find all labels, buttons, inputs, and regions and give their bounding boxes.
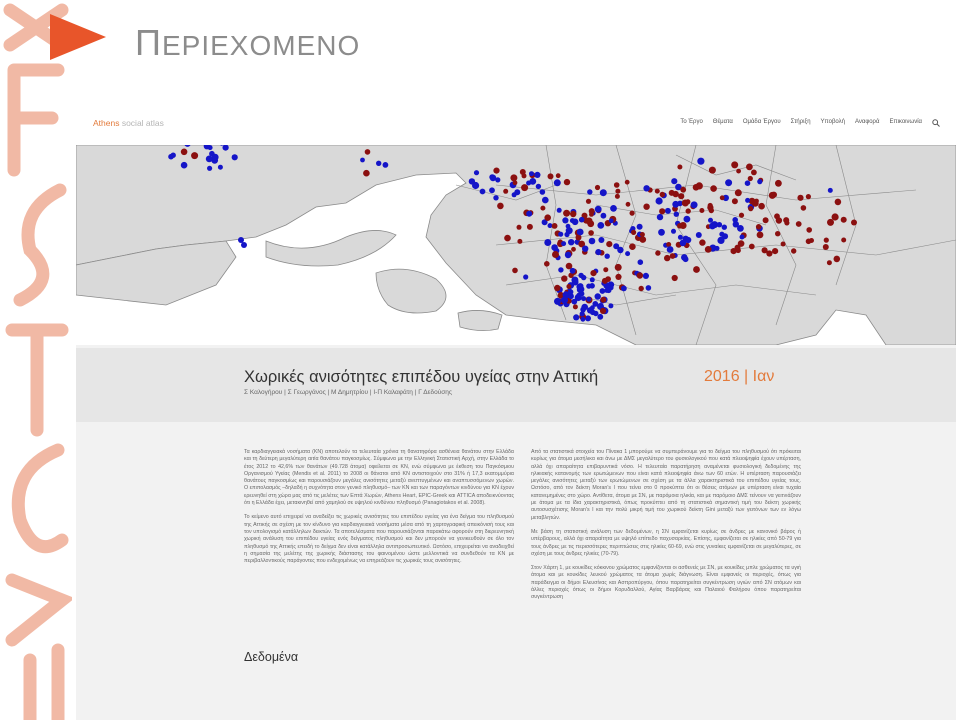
map-point bbox=[542, 197, 549, 204]
map-point bbox=[212, 154, 219, 161]
map-point bbox=[529, 171, 534, 176]
map-point bbox=[536, 184, 541, 189]
map-point bbox=[561, 297, 568, 304]
map-point bbox=[824, 238, 829, 243]
paragraph: Στον Χάρτη 1, με κουκίδες κόκκινου χρώματος εμφανίζονται οι ασθενείς με ΣΝ, με κουκίδες μπλε χρώματος τα υγιή άτομα και με κουκίδες λευκού χρώματος τα άτομα χωρίς διάγνωση. Είναι εμφανείς οι περιοχές, όπως για παράδειγμα οι δήμοι Ελευσίνας και Ασπροπύργου, όπου παρατηρείται συγκέντρωση υγιών από ΣΝ ατόμων και άλλες περιοχές όπως οι δήμοι Κορυδαλλού, Αγίας Βαρβάρας και Παλαιού Φαλήρου όπου παρατηρείται συγκέντρωση bbox=[531, 565, 801, 601]
map-point bbox=[493, 195, 498, 200]
map-point bbox=[781, 242, 786, 247]
map-point bbox=[736, 169, 741, 174]
map-point bbox=[659, 208, 665, 214]
attica-map-svg bbox=[76, 145, 956, 345]
map-point bbox=[489, 187, 495, 193]
map-point bbox=[693, 266, 700, 273]
map-point bbox=[720, 195, 725, 200]
map-point bbox=[615, 264, 622, 271]
website-screenshot bbox=[76, 103, 956, 720]
map-point bbox=[581, 275, 586, 280]
map-point bbox=[561, 275, 567, 281]
map-point bbox=[586, 297, 591, 302]
nav-item-project[interactable]: Το Έργο bbox=[680, 119, 703, 125]
map-point bbox=[480, 189, 486, 195]
map-point bbox=[589, 212, 594, 217]
map-point bbox=[823, 244, 829, 250]
map-point bbox=[562, 217, 568, 223]
map-point bbox=[629, 243, 636, 250]
map-point bbox=[796, 221, 802, 227]
map-point bbox=[625, 251, 630, 256]
map-point bbox=[609, 218, 614, 223]
map-point bbox=[754, 199, 759, 204]
slide-title-initial: Π bbox=[135, 22, 162, 63]
map-point bbox=[783, 217, 789, 223]
map-point bbox=[571, 299, 577, 305]
map-point bbox=[565, 252, 572, 259]
map-point bbox=[589, 283, 595, 289]
map-point bbox=[218, 165, 223, 170]
attica-map[interactable] bbox=[76, 145, 956, 345]
map-point bbox=[841, 238, 846, 243]
article-column-right bbox=[531, 449, 801, 609]
map-point bbox=[771, 192, 777, 198]
map-point bbox=[573, 314, 579, 320]
map-point bbox=[365, 149, 371, 155]
map-point bbox=[725, 179, 732, 186]
map-point bbox=[514, 189, 520, 195]
map-point bbox=[697, 158, 704, 165]
map-point bbox=[517, 225, 522, 230]
map-point bbox=[717, 237, 724, 244]
map-point bbox=[665, 208, 671, 214]
nav-item-submit[interactable]: Υποβολή bbox=[820, 119, 845, 125]
map-point bbox=[181, 149, 188, 156]
map-point bbox=[614, 182, 620, 188]
map-point bbox=[573, 304, 578, 309]
map-point bbox=[655, 250, 660, 255]
map-point bbox=[181, 162, 188, 169]
article-authors: Σ Καλογήρου | Σ Γεωργάνος | Μ Δημητρίου | Ι-Π Καλαφάτη | Γ Δεδούσης bbox=[244, 389, 453, 396]
map-point bbox=[732, 217, 738, 223]
site-nav bbox=[680, 119, 940, 127]
map-point bbox=[363, 170, 370, 177]
map-point bbox=[534, 172, 540, 178]
map-point bbox=[834, 256, 841, 263]
map-point bbox=[715, 246, 720, 251]
map-point bbox=[191, 152, 198, 159]
map-point bbox=[699, 239, 705, 245]
map-point bbox=[241, 242, 247, 248]
map-point bbox=[527, 224, 533, 230]
map-point bbox=[558, 232, 563, 237]
map-point bbox=[772, 248, 778, 254]
map-point bbox=[827, 219, 834, 226]
logo-rest: social atlas bbox=[119, 118, 164, 128]
map-point bbox=[757, 179, 762, 184]
map-point bbox=[548, 173, 554, 179]
map-point bbox=[708, 203, 713, 208]
map-point bbox=[586, 199, 591, 204]
map-point bbox=[737, 225, 744, 232]
map-point bbox=[637, 224, 643, 230]
map-point bbox=[638, 259, 644, 265]
map-point bbox=[673, 191, 679, 197]
map-point bbox=[643, 204, 649, 210]
map-point bbox=[709, 223, 716, 230]
map-point bbox=[705, 246, 712, 253]
map-point bbox=[588, 230, 594, 236]
map-point bbox=[671, 178, 677, 184]
map-point bbox=[801, 205, 807, 211]
paragraph: Με βάση τη στατιστική ανάλυση των δεδομένων, η ΣΝ εμφανίζεται κυρίως σε άνδρες με κανονικό βάρος ή υπέρβαρους, αλλά όχι απαραίτητα με υψηλό επίπεδο παχυσαρκίας. Επίσης, εμφανίζεται σε ηλικίες από 50-79 για τους άνδρες με τις περισσότερες περιπτώσεις στις ηλικίες 60-69, ενώ στις γυναίκες εμφανίζεται σε μεγαλύτερες, σε σχέση με τους άνδρες ηλικίες (70-79). bbox=[531, 528, 801, 557]
map-point bbox=[590, 270, 596, 276]
map-point bbox=[566, 227, 573, 234]
map-point bbox=[576, 235, 582, 241]
map-point bbox=[672, 201, 679, 208]
map-point bbox=[606, 241, 612, 247]
map-point bbox=[751, 170, 757, 176]
map-point bbox=[806, 227, 812, 233]
map-point bbox=[791, 248, 796, 253]
decorative-strip bbox=[0, 0, 72, 720]
nav-item-team[interactable]: Ομάδα Έργου bbox=[742, 119, 781, 125]
map-point bbox=[544, 214, 551, 221]
map-point bbox=[722, 225, 727, 230]
map-point bbox=[657, 214, 663, 220]
paragraph: Από τα στατιστικά στοιχεία του Πίνακα 1 μπορούμε να συμπεράνουμε για το δείγμα του πληθυσμού ότι πρόκειται κυρίως για άτομα μεσήλικα και άνω με ΔΜΣ μεγαλύτερο του φυσιολογικού που κατά πλειοψηφία έχουν υπέρταση, αλλά όχι απαραίτητα επιβαρυντικά νόσο. Η τελευταία παρατήρηση αναμένεται φυσιολογική δεδομένης της ηλικιακής κατανομής των ερωτώμενων που είναι κατά πλειοψηφία άνω των 60 ετών. Η υπέρταση παρουσιάζει μεγάλες ανισότητες μεταξύ των ερωτώμενων σε σχέση με τα άλλα χαρακτηριστικά του επιπέδου υγείας τους. Ωστόσο, από τον δείκτη Moran's I που τείνει στο 0 προκύπτει ότι οι θέσεις ατόμων με υπέρταση είναι τυχαία κατανεμημένες στο χώρο. Αντίθετα, άτομα με ΣΝ, με παρόμοια ηλικία, και με παρόμοιο ΔΜΣ τείνουν να γειτνιάζουν με άτομα με τα ίδια χαρακτηριστικά, όπως προκύπτει από τη στατιστικά σημαντική τιμή του δείκτη χωρικής αυτοσυσχέτισης Moran's I και την πολύ μικρή τιμή του χωρικού δείκτη Gini μεταξύ των γειτόνων των εν λόγω μεταβλητών. bbox=[531, 449, 801, 521]
map-point bbox=[735, 189, 742, 196]
map-point bbox=[827, 260, 832, 265]
map-point bbox=[756, 224, 762, 230]
map-point bbox=[775, 231, 780, 236]
map-point bbox=[581, 296, 586, 301]
map-point bbox=[605, 254, 610, 259]
map-point bbox=[522, 173, 527, 178]
map-point bbox=[168, 154, 174, 160]
article-header bbox=[76, 348, 956, 422]
map-point bbox=[655, 189, 660, 194]
logo-brand: Athens bbox=[93, 118, 120, 128]
map-point bbox=[660, 192, 665, 197]
map-point bbox=[626, 202, 631, 207]
map-point bbox=[835, 199, 842, 206]
slide-title bbox=[135, 22, 360, 64]
map-point bbox=[674, 212, 679, 217]
map-point bbox=[504, 235, 511, 242]
map-point bbox=[609, 285, 614, 290]
map-point bbox=[677, 223, 683, 229]
map-point bbox=[544, 261, 550, 267]
map-point bbox=[572, 219, 579, 226]
map-point bbox=[758, 203, 765, 210]
map-point bbox=[797, 195, 803, 201]
map-point bbox=[208, 145, 213, 150]
map-point bbox=[739, 213, 744, 218]
nav-item-support[interactable]: Στήριξη bbox=[790, 119, 811, 125]
map-point bbox=[670, 253, 676, 259]
map-point bbox=[589, 238, 596, 245]
map-point bbox=[512, 268, 518, 274]
article-title: Χωρικές ανισότητες επιπέδου υγείας στην Αττική bbox=[244, 368, 599, 386]
map-point bbox=[383, 162, 389, 168]
map-point bbox=[699, 208, 704, 213]
map-point bbox=[684, 216, 691, 223]
map-point bbox=[238, 237, 244, 243]
map-point bbox=[656, 197, 663, 204]
map-point bbox=[570, 211, 576, 217]
map-point bbox=[646, 285, 652, 291]
map-point bbox=[579, 217, 585, 223]
map-point bbox=[640, 236, 647, 243]
map-point bbox=[601, 213, 607, 219]
map-point bbox=[719, 232, 724, 237]
map-point bbox=[523, 274, 528, 279]
map-point bbox=[597, 222, 604, 229]
map-point bbox=[757, 232, 764, 239]
nav-item-contact[interactable]: Επικοινωνία bbox=[889, 119, 922, 125]
map-point bbox=[748, 176, 753, 181]
map-point bbox=[590, 305, 595, 310]
search-icon[interactable] bbox=[932, 119, 940, 127]
map-point bbox=[681, 254, 688, 261]
article-column-left bbox=[244, 449, 514, 572]
map-point bbox=[691, 201, 698, 208]
map-point bbox=[590, 277, 595, 282]
map-point bbox=[746, 164, 753, 171]
map-point bbox=[564, 179, 570, 185]
map-point bbox=[672, 275, 678, 281]
decorative-glyphs bbox=[0, 0, 72, 720]
map-point bbox=[851, 220, 857, 226]
map-point bbox=[775, 180, 782, 187]
map-point bbox=[621, 286, 627, 292]
map-point bbox=[557, 208, 562, 213]
map-point bbox=[600, 189, 607, 196]
slide-title-rest: ΕΡΙΕΧΟΜΕΝΟ bbox=[162, 30, 361, 61]
map-point bbox=[554, 298, 561, 305]
map-point bbox=[503, 189, 508, 194]
map-point bbox=[232, 154, 238, 160]
map-point bbox=[630, 211, 635, 216]
map-point bbox=[717, 222, 722, 227]
map-point bbox=[587, 189, 592, 194]
map-point bbox=[568, 289, 574, 295]
map-point bbox=[576, 284, 582, 290]
map-point bbox=[745, 180, 751, 186]
map-point bbox=[597, 314, 603, 320]
map-point bbox=[762, 247, 768, 253]
map-point bbox=[658, 229, 665, 236]
map-point bbox=[732, 198, 738, 204]
map-point bbox=[360, 158, 365, 163]
map-point bbox=[631, 230, 636, 235]
map-point bbox=[474, 170, 479, 175]
map-point bbox=[593, 311, 598, 316]
map-point bbox=[551, 244, 558, 251]
map-point bbox=[552, 223, 558, 229]
map-point bbox=[552, 251, 559, 258]
map-point bbox=[595, 206, 602, 213]
map-point bbox=[497, 203, 504, 210]
map-point bbox=[517, 239, 522, 244]
map-point bbox=[643, 185, 649, 191]
map-point bbox=[745, 198, 750, 203]
map-point bbox=[558, 267, 563, 272]
map-point bbox=[748, 206, 753, 211]
map-point bbox=[600, 308, 606, 314]
section-heading-data: Δεδομένα bbox=[244, 650, 299, 664]
map-point bbox=[595, 185, 600, 190]
map-point bbox=[806, 194, 811, 199]
map-point bbox=[696, 182, 703, 189]
map-point bbox=[563, 210, 570, 217]
map-point bbox=[677, 165, 682, 170]
map-point bbox=[709, 167, 716, 174]
map-point bbox=[207, 166, 212, 171]
nav-item-topics[interactable]: Θέματα bbox=[712, 119, 733, 125]
map-point bbox=[832, 213, 839, 220]
map-point bbox=[571, 247, 576, 252]
map-point bbox=[595, 293, 601, 299]
site-logo[interactable] bbox=[93, 118, 164, 128]
paragraph: Το κείμενο αυτό επιχειρεί να αναδείξει τις χωρικές ανισότητες του επιπέδου υγείας για ένα δείγμα του πληθυσμού της Αττικής σε σχέση με τον κίνδυνο για καρδιαγγειακά νοσήματα μέσα από τη χαρτογραφική απεικόνισή τους και τον υπολογισμό κατάλληλων δεικτών. Τα αποτελέσματα που παρουσιάζονται παρακάτω αφορούν στη διερευνητική χωρική ανάλυση του επιπέδου υγείας ενός δείγματος πληθυσμού και δεν μπορούν να γενικευθούν σε όλο τον πληθυσμό της Αττικής επειδή το δείγμα δεν είναι κατάλληλα αντιπροσωπευτικό. Ωστόσο, επιχειρείται να αναδειχθεί η σημασία της μελέτης της χωρικής διάστασης του φαινομένου ώστε μελλοντικά να συνδεθούν τα ΚΝ με περιβαλλοντικούς παράγοντες που ενδεχομένως να επηρεάζουν τις χωρικές τους ανισότητες. bbox=[244, 514, 514, 565]
map-point bbox=[598, 237, 604, 243]
map-point bbox=[749, 244, 755, 250]
map-point bbox=[526, 211, 532, 217]
map-point bbox=[617, 247, 623, 253]
map-point bbox=[490, 175, 497, 182]
map-point bbox=[608, 303, 613, 308]
map-point bbox=[540, 189, 546, 195]
map-point bbox=[615, 189, 620, 194]
map-point bbox=[710, 185, 717, 192]
map-point bbox=[540, 206, 545, 211]
map-point bbox=[600, 288, 606, 294]
map-point bbox=[680, 187, 686, 193]
map-point bbox=[206, 156, 213, 163]
map-point bbox=[637, 272, 643, 278]
arrow-icon bbox=[50, 14, 106, 60]
map-point bbox=[671, 229, 676, 234]
map-point bbox=[554, 285, 560, 291]
map-point bbox=[639, 286, 644, 291]
map-point bbox=[625, 180, 630, 185]
map-point bbox=[493, 168, 499, 174]
map-point bbox=[828, 188, 833, 193]
map-point bbox=[568, 239, 574, 245]
map-point bbox=[696, 232, 702, 238]
map-point bbox=[841, 217, 847, 223]
map-point bbox=[708, 218, 713, 223]
map-point bbox=[595, 249, 601, 255]
map-point bbox=[664, 255, 670, 261]
map-point bbox=[680, 240, 687, 247]
map-point bbox=[763, 217, 769, 223]
article-date: 2016 | Ιαν bbox=[704, 368, 775, 385]
map-point bbox=[603, 267, 608, 272]
map-point bbox=[581, 317, 586, 322]
map-point bbox=[667, 246, 674, 253]
map-point bbox=[554, 179, 561, 186]
map-point bbox=[600, 297, 606, 303]
map-point bbox=[731, 248, 737, 254]
map-point bbox=[577, 229, 584, 236]
map-point bbox=[640, 232, 645, 237]
map-point bbox=[582, 246, 588, 252]
paragraph: Τα καρδιαγγειακά νοσήματα (ΚΝ) αποτελούν τα τελευταία χρόνια τη θανατηφόρα ασθένεια θανάτου στην Ελλάδα και τη δεύτερη μεγαλύτερη αιτία θανάτου παγκοσμίως. Σύμφωνα με την Ελληνική Στατιστική Αρχή, στην Ελλάδα το έτος 2012 το 42,6% των θανάτων (49.728 άτομα) οφείλεται σε ΚΝ, ενώ σύμφωνα με έκθεση του Παγκόσμιου Οργανισμού Υγείας (Mendis et al. 2011) το 2008 οι θάνατοι από ΚΝ αντιστοιχούν στο 31% ή 17,3 εκατομμύρια θανάτους παγκοσμίως και παρουσιάζουν μεγάλες ανισότητες μεταξύ ανεπτυγμένων και αναπτυσσόμενων χωρών. Ο επιπολασμός –δηλαδή η συχνότητα στον γενικό πληθυσμό– των ΚΝ και των παραγόντων κινδύνου για ΚΝ έχουν ερευνηθεί στη χώρα μας από τις μελέτες των Επτά Χωρών, Athens Heart, EPIC-Greek και ATTICA αποδεικνύοντας ότι η Ελλάδα έχει, μετακινηθεί από χαμηλού σε υψηλού κινδύνου πληθυσμό (Panagiotakos et al. 2008). bbox=[244, 449, 514, 507]
map-point bbox=[610, 205, 617, 212]
map-point bbox=[806, 239, 812, 245]
map-point bbox=[615, 274, 621, 280]
map-point bbox=[376, 161, 381, 166]
map-point bbox=[678, 235, 683, 240]
map-point bbox=[731, 161, 738, 168]
map-point bbox=[566, 284, 571, 289]
map-point bbox=[740, 235, 745, 240]
map-point bbox=[561, 241, 566, 246]
map-point bbox=[580, 311, 585, 316]
map-point bbox=[521, 184, 528, 191]
map-point bbox=[544, 239, 551, 246]
map-point bbox=[529, 178, 536, 185]
map-point bbox=[686, 208, 691, 213]
map-point bbox=[510, 174, 517, 181]
map-point bbox=[570, 268, 576, 274]
map-point bbox=[615, 194, 620, 199]
site-header bbox=[76, 103, 956, 145]
map-point bbox=[602, 278, 608, 284]
map-point bbox=[586, 218, 593, 225]
nav-item-report[interactable]: Αναφορά bbox=[854, 119, 880, 125]
map-point bbox=[469, 178, 475, 184]
map-point bbox=[678, 193, 684, 199]
map-point bbox=[556, 173, 561, 178]
map-point bbox=[643, 273, 649, 279]
map-point bbox=[682, 200, 689, 207]
map-point bbox=[776, 217, 782, 223]
